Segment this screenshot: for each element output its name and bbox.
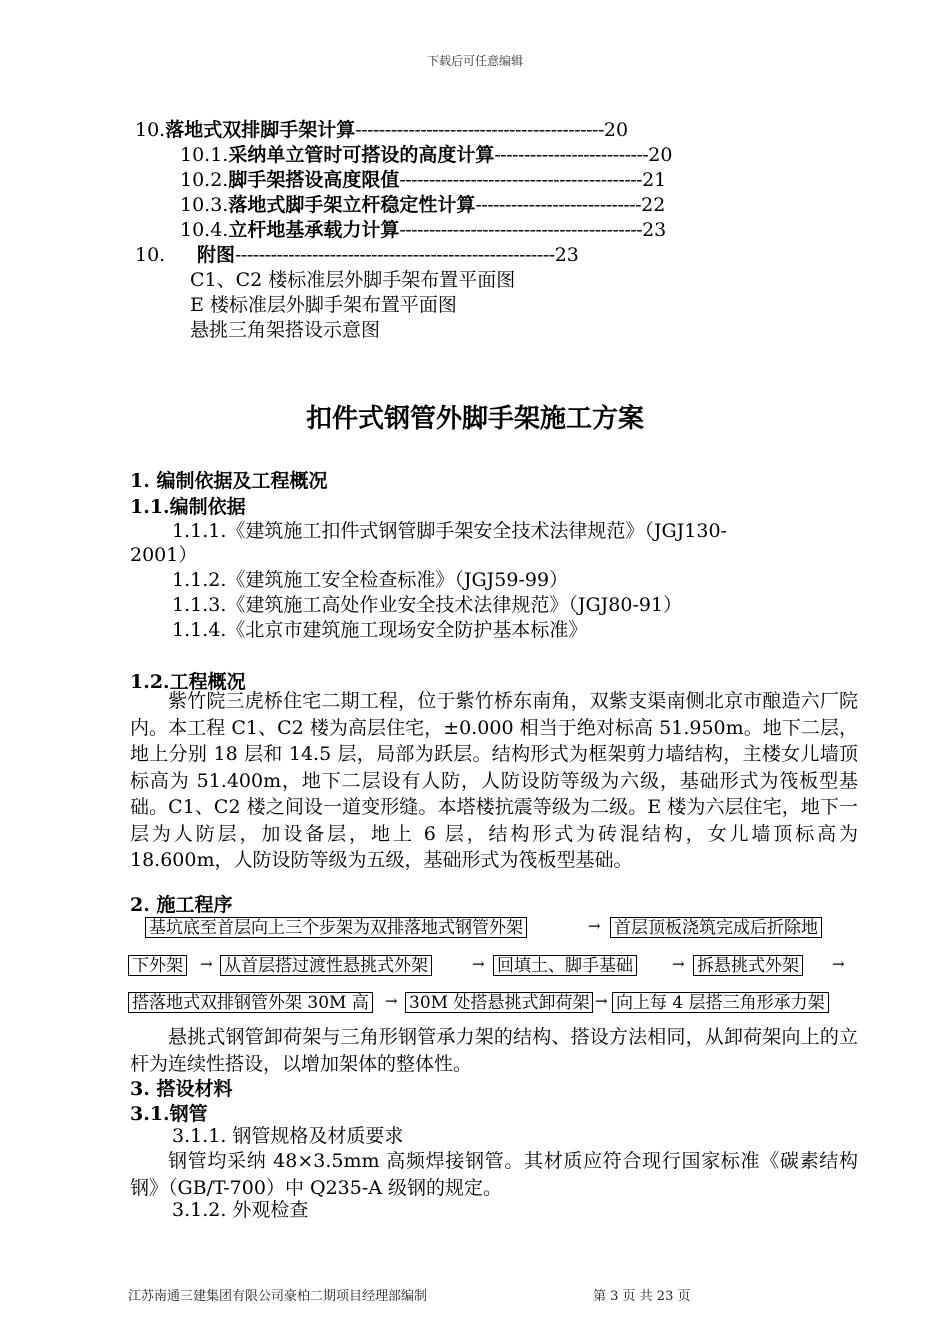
toc-row xyxy=(180,143,672,167)
appendix-item: E 楼标准层外脚手架布置平面图 xyxy=(190,294,457,316)
construction-note: 悬挑式钢管卸荷架与三角形钢管承力架的结构、搭设方法相同，从卸荷架向上的立杆为连续性搭设，以增加架体的整体性。 xyxy=(130,1026,858,1075)
toc-leader: ---------------------------- xyxy=(475,194,642,216)
subsection-heading: 1.1.编制依据 xyxy=(130,496,246,518)
toc-number: 10. xyxy=(135,119,166,141)
toc-row xyxy=(180,168,666,192)
footer-page-number: 第 3 页 共 23 页 xyxy=(593,1289,691,1304)
flow-step: 从首层搭过渡性悬挑式外架 xyxy=(220,955,432,976)
toc-number: 10.1. xyxy=(180,144,229,166)
subsubsection-heading: 3.1.1. 钢管规格及材质要求 xyxy=(172,1125,404,1147)
toc-title: 立杆地基承载力计算 xyxy=(228,219,400,241)
reference-item: 1.1.2.《建筑施工安全检查标准》（JGJ59-99） xyxy=(172,569,569,591)
toc-number: 10.2. xyxy=(180,169,229,191)
toc-page: 22 xyxy=(641,194,666,216)
flow-step: 30M 处搭悬挑式卸荷架 xyxy=(405,992,593,1013)
flow-step: 拆悬挑式外架 xyxy=(693,955,803,976)
flow-arrow: → xyxy=(832,955,845,973)
flow-arrow: → xyxy=(385,992,398,1010)
document-title: 扣件式钢管外脚手架施工方案 xyxy=(305,404,644,434)
page-header: 下载后可任意编辑 xyxy=(426,54,523,68)
reference-item-cont: 2001） xyxy=(130,544,198,566)
toc-leader: ----------------------------------------- xyxy=(399,169,643,191)
toc-number: 10.4. xyxy=(180,219,229,241)
steel-pipe-spec: 钢管均采纳 48×3.5mm 高频焊接钢管。其材质应符合现行国家标准《碳素结构钢》（GB/T-700）中 Q235-A 级钢的规定。 xyxy=(130,1150,858,1199)
reference-item: 1.1.4.《北京市建筑施工现场安全防护基本标准》 xyxy=(172,619,588,641)
toc-row xyxy=(180,193,665,217)
flow-arrow: → xyxy=(200,955,213,973)
toc-leader: ------------------------------------------------------ xyxy=(235,244,555,266)
toc-page: 23 xyxy=(554,244,579,266)
subsubsection-heading: 3.1.2. 外观检查 xyxy=(172,1199,309,1221)
toc-number: 10. xyxy=(135,244,166,266)
subsection-heading: 1.2.工程概况 xyxy=(130,671,246,693)
toc-title: 采纳单立管时可搭设的高度计算 xyxy=(228,144,495,166)
reference-item: 1.1.3.《建筑施工高处作业安全技术法律规范》（JGJ80-91） xyxy=(172,594,683,616)
toc-page: 20 xyxy=(603,119,629,141)
toc-page: 20 xyxy=(648,144,673,166)
toc-title: 落地式脚手架立杆稳定性计算 xyxy=(228,194,476,216)
section-heading: 1. 编制依据及工程概况 xyxy=(130,470,328,492)
project-overview: 紫竹院三虎桥住宅二期工程，位于紫竹桥东南角，双紫支渠南侧北京市酿造六厂院内。本工程 C1、C2 楼为高层住宅，±0.000 相当于绝对标高 51.950m。地下二层，地上分别 18 层和 14.5 层，局部为跃层。结构形式为框架剪力墙结构，主楼女儿墙顶标高为 51.400m，地下二层设有人防，人防设防等级为六级，基础形式为筏板型基础。C1、C2 楼之间设一道变形缝。本塔楼抗震等级为二级。E 楼为六层住宅，地下一层为人防层，加设备层，地上 6 层，结构形式为砖混结构，女儿墙顶标高为 18.600m，人防设防等级为五级，基础形式为筏板型基础。 xyxy=(130,690,858,871)
toc-row xyxy=(135,118,628,142)
toc-title: 附图 xyxy=(197,244,236,266)
toc-leader: ----------------------------------------- xyxy=(399,219,643,241)
toc-title: 落地式双排脚手架计算 xyxy=(165,119,356,141)
toc-page: 23 xyxy=(642,219,667,241)
toc-row xyxy=(180,218,666,242)
flow-step: 搭落地式双排钢管外架 30M 高 xyxy=(128,992,373,1013)
subsection-heading: 3.1.钢管 xyxy=(130,1103,208,1125)
flow-step: 首层顶板浇筑完成后折除地 xyxy=(610,917,822,938)
section-heading: 2. 施工程序 xyxy=(130,894,233,916)
reference-item: 1.1.1.《建筑施工扣件式钢管脚手架安全技术法律规范》（JGJ130- xyxy=(172,520,727,542)
toc-leader: ------------------------------------------ xyxy=(355,119,604,141)
footer-company: 江苏南通三建集团有限公司豪柏二期项目经理部编制 xyxy=(128,1289,428,1304)
flow-arrow: → xyxy=(588,917,601,935)
appendix-item: C1、C2 楼标准层外脚手架布置平面图 xyxy=(190,269,516,291)
appendix-item: 悬挑三角架搭设示意图 xyxy=(190,319,381,341)
flow-step: 回填土、脚手基础 xyxy=(493,955,637,976)
flow-arrow: → xyxy=(672,955,685,973)
toc-leader: -------------------------- xyxy=(494,144,649,166)
flow-step: 向上每 4 层搭三角形承力架 xyxy=(612,992,829,1013)
toc-row xyxy=(135,243,579,267)
toc-page: 21 xyxy=(642,169,667,191)
flow-step: 下外架 xyxy=(128,955,187,976)
toc-title: 脚手架搭设高度限值 xyxy=(228,169,400,191)
toc-number: 10.3. xyxy=(180,194,229,216)
flow-step: 基坑底至首层向上三个步架为双排落地式钢管外架 xyxy=(145,917,527,938)
flow-arrow: → xyxy=(472,955,485,973)
section-heading: 3. 搭设材料 xyxy=(130,1078,233,1100)
flow-arrow: → xyxy=(595,992,608,1010)
